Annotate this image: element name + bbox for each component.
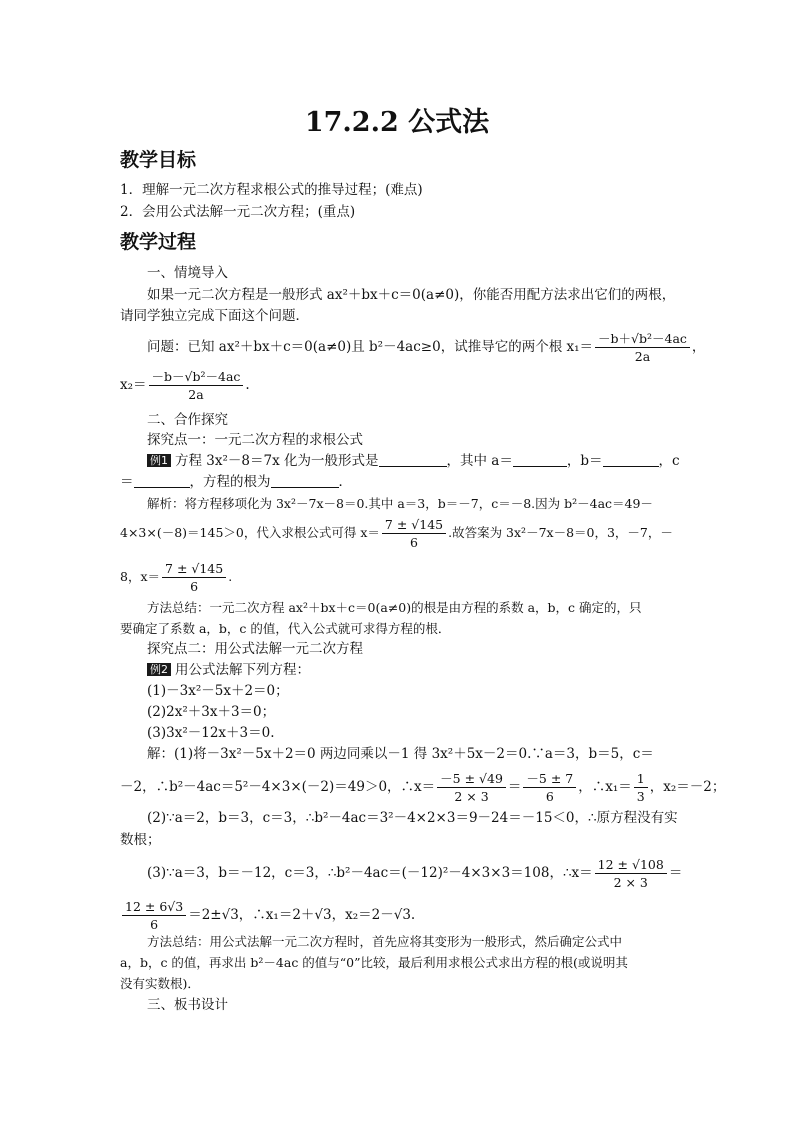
example-2-line <box>147 660 310 680</box>
solution-1-numerator-2: 7 ± √145 <box>162 560 226 578</box>
solution-1-text: 4×3×(－8)＝145＞0，代入求根公式可得 x＝ <box>120 525 380 540</box>
summary-1-line-1: 方法总结：一元二次方程 ax²＋bx＋c＝0(a≠0)的根是由方程的系数 a，b，c 确定的，只 <box>147 600 642 615</box>
s3-fraction-2 <box>122 898 186 933</box>
solution-1-line-2 <box>120 516 673 551</box>
goal-2: 2．会用公式法解一元二次方程；(重点) <box>120 204 356 220</box>
solution-1-x-label: 8，x＝ <box>120 569 161 584</box>
explore-point-1: 探究点一：一元二次方程的求根公式 <box>147 432 363 448</box>
example-1-text-end: ． <box>338 474 352 490</box>
solution-2-part-2-line-1: (2)∵a＝2，b＝3，c＝3，∴b²－4ac＝3²－4×2×3＝9－24＝－15＜0，∴原方程没有实 <box>147 810 678 826</box>
solution-1-denominator: 6 <box>410 535 418 550</box>
example-1-text-a: ，其中 a＝ <box>446 453 513 469</box>
s3-text: (3)∵a＝3，b＝－12，c＝3，∴b²－4ac＝(－12)²－4×3×3＝108，∴x＝ <box>147 865 593 881</box>
solution-1-denominator-2: 6 <box>190 579 199 594</box>
example-2-badge: 例2 <box>147 663 171 676</box>
section-heading-process: 教学过程 <box>120 231 197 253</box>
example-1-text-eq: ＝ <box>120 474 134 490</box>
s1-equals: ＝ <box>507 779 522 795</box>
s1-fraction-1-num: －5 ± √49 <box>437 770 506 788</box>
solution-1-line-3: 8，x＝ $\frac{7 \pm √145}{6}$ . <box>120 561 233 594</box>
s1-x1-label: ，∴x₁＝ <box>578 779 632 795</box>
x2-numerator: －b－√b²－4ac <box>149 368 244 386</box>
x2-fraction <box>149 368 244 403</box>
example-1-badge: 例1 <box>147 454 171 467</box>
page-title: 17.2.2 公式法 <box>304 107 490 138</box>
s3-result: ＝2±√3，∴x₁＝2＋√3，x₂＝2－√3. <box>188 907 416 923</box>
s1-fraction-3-num: 1 <box>634 770 648 788</box>
s1-fraction-3 <box>634 770 648 805</box>
question-text: 问题：已知 ax²＋bx＋c＝0(a≠0)且 b²－4ac≥0，试推导它的两个根 x₁＝ <box>147 339 594 355</box>
summary-1-line-2: 要确定了系数 a，b，c 的值，代入公式就可求得方程的根． <box>120 621 451 636</box>
s3-equals: ＝ <box>668 865 683 881</box>
example-1-line-2 <box>120 472 352 492</box>
blank-c[interactable] <box>134 473 190 488</box>
solution-2-text: －2，∴b²－4ac＝5²－4×3×(－2)＝49＞0，∴x＝ <box>120 779 436 795</box>
equation-3: (3)3x²－12x＋3＝0. <box>147 725 275 741</box>
explore-point-2: 探究点二：用公式法解一元二次方程 <box>147 641 363 657</box>
s3-fraction-2-num: 12 ± 6√3 <box>122 898 186 916</box>
board-heading: 三、板书设计 <box>147 997 228 1013</box>
s1-fraction-3-den: 3 <box>636 789 645 804</box>
x1-denominator: 2a <box>634 349 651 364</box>
x2-line: x₂＝ $\frac{\text{－b－√b²－4ac}}{2a}$ . <box>120 369 250 402</box>
blank-b[interactable] <box>603 452 659 467</box>
summary-2-line-3: 没有实数根)． <box>120 976 200 991</box>
s1-fraction-1 <box>437 770 506 805</box>
equation-2: (2)2x²＋3x＋3＝0； <box>147 704 276 720</box>
s3-fraction-1-num: 12 ± √108 <box>595 856 667 874</box>
solution-1-fraction <box>382 516 446 551</box>
solution-2-part-3-line-2 <box>120 898 415 933</box>
s3-fraction-2-den: 6 <box>150 917 159 932</box>
solution-2-part-2-line-2: 数根； <box>120 832 161 848</box>
s1-fraction-2-den: 6 <box>545 789 554 804</box>
s1-x2: ，x₂＝－2； <box>649 779 726 795</box>
example-1-text-c: ，c <box>658 453 680 469</box>
x1-numerator: －b＋√b²－4ac <box>595 330 690 348</box>
blank-general-form[interactable] <box>379 452 447 467</box>
solution-1-answer: .故答案为 3x²－7x－8＝0，3，－7，－ <box>448 525 673 540</box>
intro-paragraph-line-2: 请同学独立完成下面这个问题． <box>120 308 309 324</box>
question-line: 问题：已知 ax²＋bx＋c＝0(a≠0)且 b²－4ac≥0，试推导它的两个根 x₁＝ $\frac{\text{－b＋√b²－4ac}}{2a}$ ， <box>147 331 706 364</box>
goal-1: 1．理解一元二次方程求根公式的推导过程；(难点) <box>120 182 423 198</box>
blank-roots[interactable] <box>271 473 339 488</box>
x2-denominator: 2a <box>188 387 204 402</box>
s3-fraction-1-den: 2 × 3 <box>613 875 648 890</box>
example-2-text: 用公式法解下列方程： <box>175 662 310 678</box>
s1-fraction-2-num: －5 ± 7 <box>523 770 576 788</box>
equation-1: (1)－3x²－5x＋2＝0； <box>147 683 289 699</box>
s3-fraction-1 <box>595 856 667 891</box>
solution-1-fraction-2 <box>162 560 226 595</box>
example-1-text-b: ，b＝ <box>566 453 603 469</box>
s1-fraction-2 <box>523 770 576 805</box>
solution-2-line-1: 解：(1)将－3x²－5x＋2＝0 两边同乘以－1 得 3x²＋5x－2＝0.∵a＝3，b＝5，c＝ <box>147 746 654 762</box>
example-1-line-1 <box>147 451 680 471</box>
explore-heading: 二、合作探究 <box>147 412 228 428</box>
solution-2-line-2 <box>120 770 725 805</box>
s1-fraction-1-den: 2 × 3 <box>454 789 489 804</box>
solution-2-part-3-line-1 <box>147 856 682 891</box>
blank-a[interactable] <box>513 452 567 467</box>
intro-heading: 一、情境导入 <box>147 265 228 281</box>
solution-1-numerator: 7 ± √145 <box>382 516 446 534</box>
x2-label: x₂＝ <box>120 377 147 393</box>
summary-2-line-1: 方法总结：用公式法解一元二次方程时，首先应将其变形为一般形式，然后确定公式中 <box>147 934 623 949</box>
example-1-text-roots: ，方程的根为 <box>189 474 271 490</box>
example-1-text: 方程 3x²－8＝7x 化为一般形式是 <box>175 453 379 469</box>
solution-1-line-1: 解析：将方程移项化为 3x²－7x－8＝0.其中 a＝3，b＝－7，c＝－8.因为 b²－4ac＝49－ <box>147 496 653 511</box>
intro-paragraph-line-1: 如果一元二次方程是一般形式 ax²＋bx＋c＝0(a≠0)，你能否用配方法求出它们的两根， <box>147 287 676 303</box>
summary-2-line-2: a，b，c 的值，再求出 b²－4ac 的值与“0”比较，最后利用求根公式求出方程的根(或说明其 <box>120 955 628 970</box>
x1-fraction <box>595 330 690 365</box>
section-heading-goals: 教学目标 <box>120 149 197 171</box>
